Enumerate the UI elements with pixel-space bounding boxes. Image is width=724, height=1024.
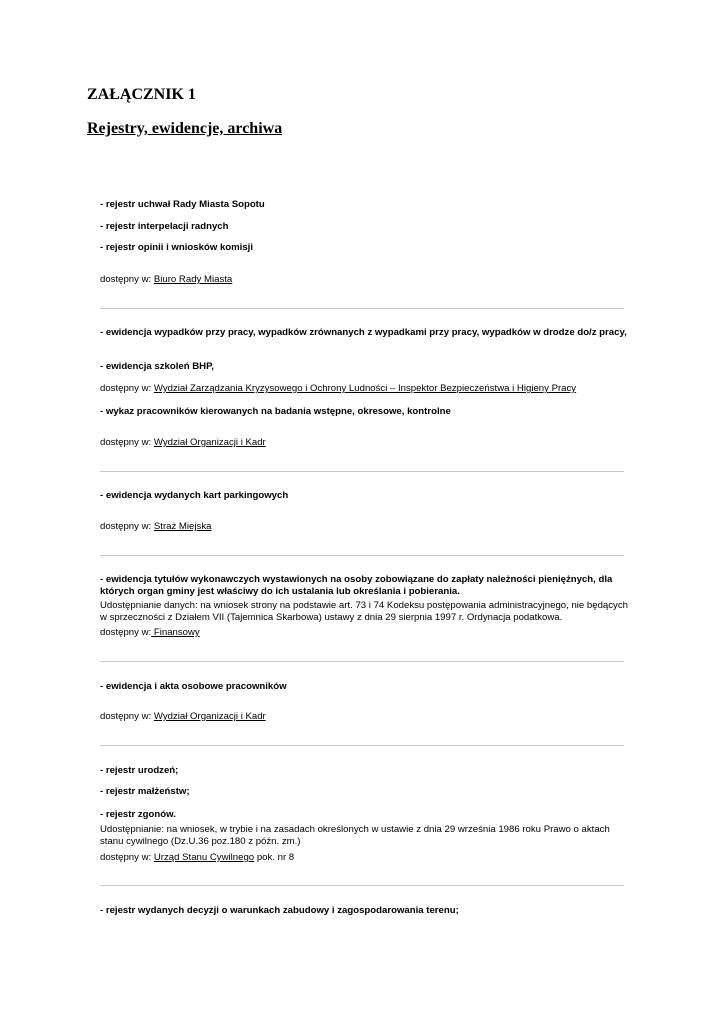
availability-line xyxy=(100,852,630,864)
document-subtitle: Rejestry, ewidencje, archiwa xyxy=(87,120,283,137)
availability-label: dostępny w: xyxy=(100,274,152,285)
office-link-biuro-rady[interactable]: Biuro Rady Miasta xyxy=(153,274,233,285)
availability-line xyxy=(100,274,630,286)
register-item: - rejestr małżeństw; xyxy=(100,786,190,797)
availability-label: dostępny w: xyxy=(100,627,152,638)
office-link-organizacji-kadr[interactable]: Wydział Organizacji i Kadr xyxy=(153,437,266,448)
availability-line xyxy=(100,437,630,449)
register-item: - rejestr wydanych decyzji o warunkach zabudowy i zagospodarowania terenu; xyxy=(100,905,459,916)
availability-label: dostępny w: xyxy=(100,852,152,863)
office-link-finansowy[interactable]: Finansowy xyxy=(151,627,200,638)
register-item: - ewidencja tytułów wykonawczych wystawionych na osoby zobowiązane do zapłaty należności pieniężnych, dla których organ gminy jest właściwy do ich ustalania lub określania i pobierania. xyxy=(100,574,613,597)
office-link-organizacji-kadr[interactable]: Wydział Organizacji i Kadr xyxy=(153,711,266,722)
register-item: - ewidencja wypadków przy pracy, wypadków zrównanych z wypadkami przy pracy, wypadków w drodze do/z pracy, xyxy=(100,327,627,338)
section-divider xyxy=(100,661,624,662)
register-item: - rejestr zgonów. xyxy=(100,809,176,820)
availability-label: dostępny w: xyxy=(100,383,152,394)
register-item: - ewidencja szkoleń BHP, xyxy=(100,361,214,372)
availability-label: dostępny w: xyxy=(100,521,152,532)
office-link-wydzial-zarzadzania[interactable]: Wydział Zarządzania Kryzysowego i Ochrony Ludności – Inspektor Bezpieczeństwa i Higieny Pracy xyxy=(153,383,577,394)
register-item: - ewidencja i akta osobowe pracowników xyxy=(100,681,287,692)
room-number: pok. nr 8 xyxy=(256,852,295,863)
document-title: ZAŁĄCZNIK 1 xyxy=(87,86,196,103)
availability-line xyxy=(100,521,630,533)
register-item: - rejestr uchwał Rady Miasta Sopotu xyxy=(100,199,265,210)
availability-line xyxy=(100,383,630,395)
office-link-straz-miejska[interactable]: Straż Miejska xyxy=(153,521,212,532)
register-item: - rejestr opinii i wniosków komisji xyxy=(100,242,253,253)
section-divider xyxy=(100,885,624,886)
availability-line xyxy=(100,711,630,723)
availability-label: dostępny w: xyxy=(100,437,152,448)
access-note: Udostępnianie: na wniosek, w trybie i na zasadach określonych w ustawie z dnia 29 września 1986 roku Prawo o aktach stanu cywilnego (Dz.U.36 poz.180 z późn. zm.) xyxy=(100,824,610,847)
section-divider xyxy=(100,745,624,746)
register-item: - rejestr urodzeń; xyxy=(100,765,179,776)
access-note: Udostępnianie danych: na wniosek strony na podstawie art. 73 i 74 Kodeksu postępowania administracyjnego, nie będących w sprzeczności z Działem VII (Tajemnica Skarbowa) ustawy z dnia 29 sierpnia 1997 r. Ordynacja podatkowa. xyxy=(100,600,628,623)
register-item: - wykaz pracowników kierowanych na badania wstępne, okresowe, kontrolne xyxy=(100,406,451,417)
availability-label: dostępny w: xyxy=(100,711,152,722)
section-divider xyxy=(100,555,624,556)
office-link-usc[interactable]: Urząd Stanu Cywilnego xyxy=(153,852,255,863)
register-item: - ewidencja wydanych kart parkingowych xyxy=(100,490,289,501)
availability-line xyxy=(100,627,630,639)
section-divider xyxy=(100,308,624,309)
section-divider xyxy=(100,471,624,472)
register-item: - rejestr interpelacji radnych xyxy=(100,221,229,232)
